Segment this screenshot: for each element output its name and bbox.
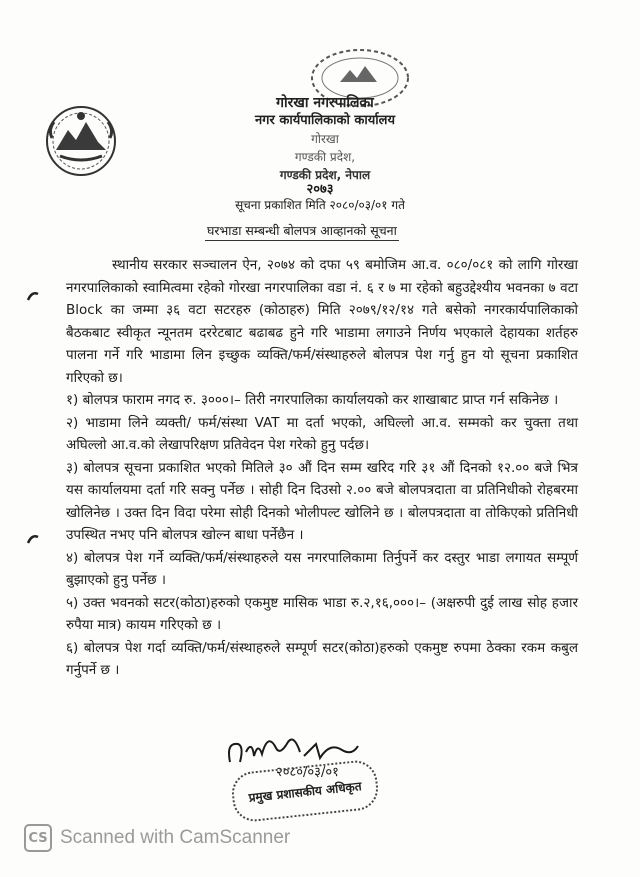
- office-header: [180, 94, 470, 184]
- clause-5: ५) उक्त भवनको सटर(कोठा)हरुको एकमुष्ट मासिक भाडा रु.२,१६,०००।– (अक्षरुपी दुई लाख सोह हजार रुपैया मात्र) कायम गरिएको छ ।: [66, 594, 578, 633]
- watermark-text: Scanned with CamScanner: [60, 827, 291, 848]
- municipality-name: गोरखा नगरपालिका: [276, 95, 374, 111]
- stamp-text: प्रमुख प्रशासकीय अधिकृत: [247, 778, 363, 805]
- notice-body: [66, 254, 578, 682]
- punch-hole-mark-icon: [26, 290, 40, 304]
- camscanner-logo-icon: CS: [24, 824, 52, 852]
- province-name: गण्डकी प्रदेश,: [294, 150, 356, 164]
- clause-2: २) भाडामा लिने व्यक्ती/ फर्म/संस्था VAT मा दर्ता भएको, अघिल्लो आ.व. सम्मको कर चुक्ता तथा अघिल्लो आ.व.को लेखापरिक्षण प्रतिवेदन पेश गरेको हुनु पर्दछ।: [66, 414, 578, 453]
- district-name: गोरखा: [311, 132, 339, 146]
- clause-1: १) बोलपत्र फाराम नगद रु. ३०००।– तिरी नगरपालिका कार्यालयको कर शाखाबाट प्राप्त गर्न सकिनेछ ।: [66, 392, 559, 408]
- notice-date: सूचना प्रकाशित मिति २०८०/०३/०१ गते: [235, 198, 405, 212]
- notice-subject: घरभाडा सम्बन्धी बोलपत्र आव्हानको सूचना: [205, 222, 399, 241]
- signature-date: २०८०/०३/०१: [276, 765, 339, 780]
- nepal-emblem-icon: [40, 100, 122, 182]
- office-name: नगर कार्यपालिकाको कार्यालय: [254, 113, 396, 128]
- intro-paragraph: स्थानीय सरकार सञ्चालन ऐन, २०७४ को दफा ५९ बमोजिम आ.व. ०८०/०८१ को लागि गोरखा नगरपालिकाको स्वामित्वमा रहेको गोरखा नगरपालिका वडा नं. ६ र ७ मा रहेको बहुउद्देश्यीय भवनका ७ वटा Block का जम्मा ३६ वटा सटरहरु (कोठाहरु) मिति २०७९/१२/१४ गते बसेको नगरकार्यपालिकाको बैठकबाट स्वीकृत न्यूनतम दररेटबाट बढाबढ हुने गरि भाडामा लगाउने निर्णय भएकाले देहायका शर्तहरु पालना गर्ने गरि भाडामा लिन इच्छुक व्यक्ति/फर्म/संस्थाहरुले बोलपत्र पेश गर्नु हुन यो सूचना प्रकाशित गरिएको छ।: [66, 257, 578, 386]
- clause-3: ३) बोलपत्र सूचना प्रकाशित भएको मितिले ३० औं दिन सम्म खरिद गरि ३१ औं दिनको १२.०० बजे भित्र यस कार्यालयमा दर्ता गरि सक्नु पर्नेछ । सोही दिन दिउसो २.०० बजे बोलपत्रदाता वा प्रतिनिधीको रोहबरमा खोलिनेछ । उक्त दिन विदा परेमा सोही दिनको भोलीपल्ट खोलिने छ । बोलपत्रदाता वा तोकिएको प्रतिनिधी उपस्थित नभए पनि बोलपत्र खोल्न बाधा पर्नेछैन ।: [66, 459, 578, 543]
- establishment-year: २०७३: [306, 182, 334, 197]
- camscanner-watermark: [24, 824, 290, 852]
- clause-4: ४) बोलपत्र पेश गर्ने व्यक्ति/फर्म/संस्थाहरुले यस नगरपालिकामा तिर्नुपर्ने कर दस्तुर भाडा लगायत सम्पूर्ण बुझाएको हुनु पर्नेछ ।: [66, 549, 578, 588]
- province-country: गण्डकी प्रदेश, नेपाल: [279, 168, 371, 182]
- clause-6: ६) बोलपत्र पेश गर्दा व्यक्ति/फर्म/संस्थाहरुले सम्पूर्ण सटर(कोठा)हरुको एकमुष्ट रुपमा ठेक्का रकम कबुल गर्नुपर्ने छ ।: [66, 639, 578, 678]
- punch-hole-mark-icon: [26, 533, 40, 547]
